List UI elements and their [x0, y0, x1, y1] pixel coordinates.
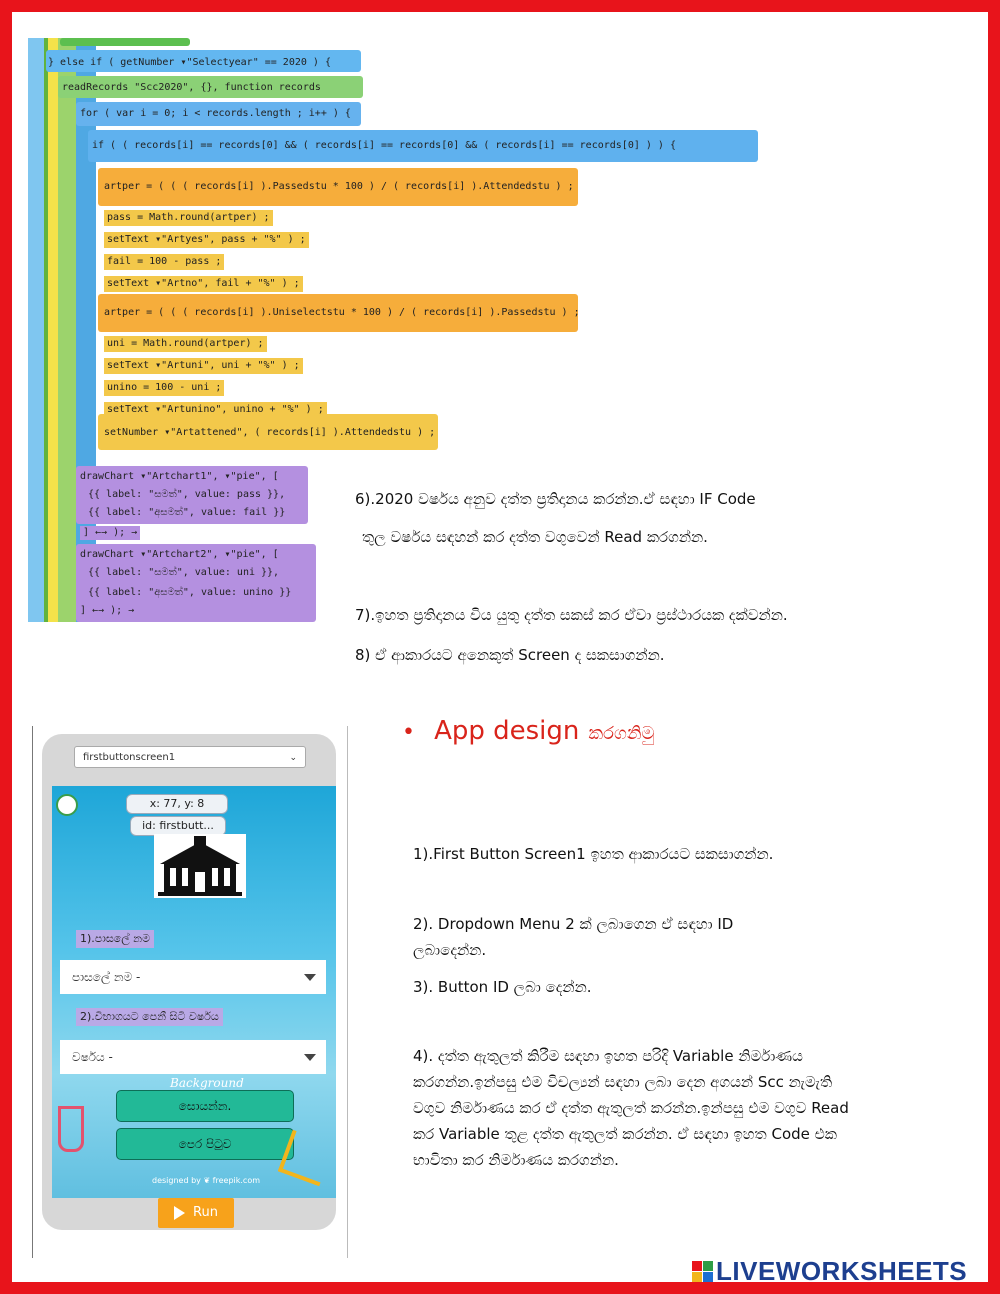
liveworksheets-icon: [692, 1261, 713, 1282]
background-caption: Background: [170, 1076, 244, 1090]
phone-frame: [42, 734, 336, 1230]
code-line: {{ label: "අසමත්", value: fail }}: [88, 507, 286, 518]
code-line: fail = 100 - pass ;: [104, 254, 224, 270]
app-design-subtitle: කරගනිමු: [588, 723, 655, 744]
dropdown-arrow-icon: [304, 974, 316, 981]
code-line: setText ▾"Artno", fail + "%" ) ;: [104, 276, 303, 292]
bullet: •: [402, 720, 415, 745]
code-line: artper = ( ( ( records[i] ).Uniselectstu * 100 ) / ( records[i] ).Passedstu ) ;: [104, 307, 580, 318]
code-line: drawChart ▾"Artchart1", ▾"pie", [: [80, 471, 279, 482]
app-design-title: App design: [434, 716, 580, 746]
freepik-credit: designed by ❦ freepik.com: [152, 1176, 261, 1185]
code-line: {{ label: "සමත්", value: pass }},: [88, 489, 286, 500]
code-line: setNumber ▾"Artattened", ( records[i] ).Attendedstu ) ;: [104, 427, 436, 438]
run-button[interactable]: [158, 1198, 234, 1228]
screen-select[interactable]: [74, 746, 306, 768]
code-line: {{ label: "සමත්", value: uni }},: [88, 567, 280, 578]
instruction-4b: කරගන්න.ඉන්පසු එම විචල්‍යන් සඳහා ලබා දෙන අගයන් Scc නැමැති: [413, 1073, 833, 1091]
instruction-1: 1).First Button Screen1 ඉහත ආකාරයට සකසාගන්න.: [413, 845, 774, 863]
app-design-heading: [402, 716, 654, 746]
code-line: {{ label: "අසමත්", value: unino }}: [88, 587, 292, 598]
back-button[interactable]: පෙර පිටුව: [116, 1128, 294, 1160]
test-tube-icon: [58, 1106, 84, 1152]
chevron-down-icon: ⌄: [289, 753, 297, 763]
code-line: for ( var i = 0; i < records.length ; i++ ) {: [80, 108, 351, 119]
school-dropdown-value: පාසලේ නම -: [72, 970, 141, 984]
school-image[interactable]: [154, 834, 246, 898]
run-label: Run: [193, 1205, 218, 1220]
year-dropdown-value: වර්ෂය -: [72, 1050, 113, 1064]
instruction-4d: කර Variable තුළ දත්ත ඇතුලත් කරන්න. ඒ සඳහා ඉහත Code එක: [413, 1125, 837, 1143]
code-line: pass = Math.round(artper) ;: [104, 210, 273, 226]
dropdown-arrow-icon: [304, 1054, 316, 1061]
coord-tooltip: x: 77, y: 8: [126, 794, 228, 814]
code-line: artper = ( ( ( records[i] ).Passedstu * 100 ) / ( records[i] ).Attendedstu ) ;: [104, 181, 574, 192]
instruction-6a: 6).2020 වර්ෂය අනුව දත්ත ප්‍රතිදානය කරන්න.ඒ සඳහා IF Code: [355, 490, 756, 508]
code-line: unino = 100 - uni ;: [104, 380, 224, 396]
code-line: uni = Math.round(artper) ;: [104, 336, 267, 352]
school-name-label: 1).පාසලේ නම: [76, 930, 154, 948]
instruction-8: 8) ඒ ආකාරයට අනෙකුත් Screen ද සකසාගන්න.: [355, 646, 665, 664]
app-screen: [52, 786, 336, 1198]
instruction-7: 7).ඉහත ප්‍රතිදානය විය යුතු දත්ත සකස් කර ඒවා ප්‍රස්ථාරයක දක්වන්න.: [355, 606, 788, 624]
logo-icon: [56, 794, 78, 816]
school-dropdown[interactable]: [60, 960, 326, 994]
screen-select-value: firstbuttonscreen1: [83, 752, 176, 763]
id-tooltip: id: firstbutt...: [130, 816, 226, 836]
code-line: setText ▾"Artyes", pass + "%" ) ;: [104, 232, 309, 248]
exam-year-label: 2).විභාගයට පෙනී සිටි වර්ෂය: [76, 1008, 223, 1026]
instruction-2a: 2). Dropdown Menu 2 ක් ලබාගෙන ඒ සඳහා ID: [413, 915, 734, 933]
year-dropdown[interactable]: [60, 1040, 326, 1074]
code-line: ] ←→ ); →: [80, 605, 135, 616]
play-icon: [174, 1206, 185, 1220]
brand-text: LIVEWORKSHEETS: [716, 1256, 968, 1286]
instruction-3: 3). Button ID ලබා දෙන්න.: [413, 978, 592, 996]
instruction-2b: ලබාදෙන්න.: [413, 941, 487, 959]
search-button[interactable]: සොයන්න.: [116, 1090, 294, 1122]
code-line: setText ▾"Artuni", uni + "%" ) ;: [104, 358, 303, 374]
code-line: ] ←→ ); →: [80, 526, 140, 540]
code-line: if ( ( records[i] == records[0] && ( records[i] == records[0] && ( records[i] == records[0] ) ) {: [92, 140, 676, 151]
code-line: setText ▾"Artunino", unino + "%" ) ;: [104, 402, 327, 418]
instruction-4a: 4). දත්ත ඇතුලත් කිරීම සඳහා ඉහත පරිදි Variable නිර්මාණය: [413, 1047, 803, 1065]
app-preview-image: [32, 726, 348, 1258]
code-line: readRecords "Scc2020", {}, function records: [62, 82, 321, 93]
instruction-6b: තුල වර්ෂය සඳහන් කර දත්ත වගුවෙන් Read කරගන්න.: [362, 528, 708, 546]
instruction-4c: වගුව නිර්මාණය කර ඒ දත්ත ඇතුලත් කරන්න.ඉන්පසු එම වගුව Read: [413, 1099, 849, 1117]
instruction-4e: භාවිතා කර නිර්මාණය කරගන්න.: [413, 1151, 619, 1169]
code-line: drawChart ▾"Artchart2", ▾"pie", [: [80, 549, 279, 560]
liveworksheets-logo[interactable]: [692, 1256, 967, 1287]
code-line: } else if ( getNumber ▾"Selectyear" == 2020 ) {: [48, 57, 331, 68]
